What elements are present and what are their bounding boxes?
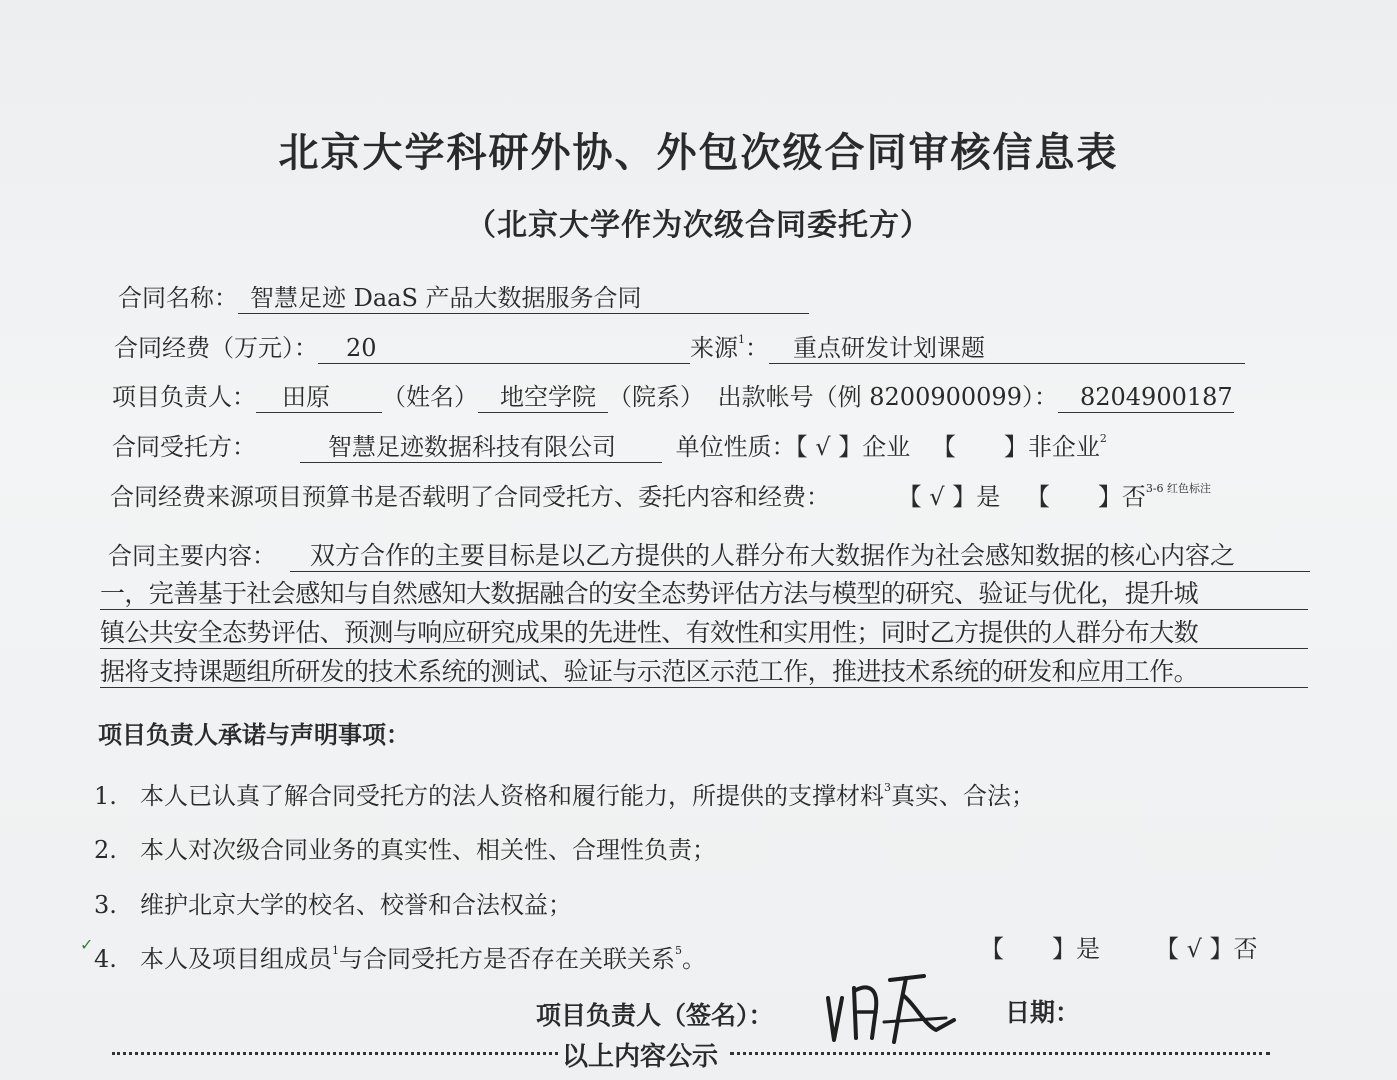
commitment-footnote: 5 [675,944,682,957]
contract-fee-value: 20 [318,333,690,364]
footer-notice: 以上内容公示 [562,1042,719,1072]
project-leader-label: 项目负责人： [112,383,256,411]
fee-source-value: 重点研发计划课题 [769,333,1245,364]
project-leader-dept: 地空学院 [478,382,608,413]
fee-source-colon: ： [745,334,769,362]
contract-fee-row [114,333,1245,364]
commitment-text: 与合同受托方是否存在关联关系 [339,945,675,973]
unit-nature-footnote: 2 [1099,432,1107,445]
footer-dotted-rule-right [730,1052,1270,1055]
main-content-line: 镇公共安全态势评估、预测与响应研究成果的先进性、有效性和实用性；同时乙方提供的人群分布大数 [100,618,1308,649]
commitment-number: 2. [94,836,117,864]
main-content-line: 双方合作的主要目标是以乙方提供的人群分布大数据作为社会感知数据的核心内容之 [290,541,1310,572]
commitment-text: 本人已认真了解合同受托方的法人资格和履行能力，所提供的支撑材料 [140,782,884,810]
account-label: 出款帐号（例 8200900099）： [717,383,1058,411]
commitment-number: 4. [94,945,117,973]
trustee-label: 合同受托方： [112,433,256,461]
commitment-item-3 [94,890,572,920]
commitment-item-4 [94,944,706,974]
unit-nature-enterprise-option: 【 √ 】企业 [795,433,911,461]
unit-nature-non-enterprise-box: 【 】 [931,433,1028,461]
fee-source-label: 来源 [690,334,738,362]
commitment-footnote: 3 [884,781,891,794]
commitment-number: 1. [94,782,117,810]
commitment-text: 维护北京大学的校名、校誉和合法权益； [140,891,572,919]
handwritten-signature [820,968,960,1048]
contract-name-label: 合同名称： [118,284,238,312]
related-party-no: 【 √ 】否 [1155,935,1258,963]
handwritten-check-icon: ✓ [80,935,94,954]
commitment-number: 3. [94,891,117,919]
signature-label: 项目负责人（签名）： [536,1001,774,1030]
contract-fee-label: 合同经费（万元）： [114,334,318,362]
budget-question-row [110,482,1211,512]
fee-source-footnote: 1 [738,333,745,346]
document-title: 北京大学科研外协、外包次级合同审核信息表 [278,129,1119,176]
commitment-text: 本人及项目组成员 [140,945,332,973]
trustee-row [112,432,1107,463]
date-label: 日期： [1005,998,1081,1027]
budget-question-yes: 【 √ 】是 [897,483,1001,511]
main-content-label: 合同主要内容： [108,542,276,570]
trustee-value: 智慧足迹数据科技有限公司 [300,432,662,463]
main-content-line: 据将支持课题组所研发的技术系统的测试、验证与示范区示范工作，推进技术系统的研发和应用工作。 [100,657,1308,688]
footer-dotted-rule-left [112,1052,558,1055]
project-leader-name: 田原 [256,382,382,413]
commitment-text: 。 [682,945,706,973]
project-leader-name-hint: （姓名） [382,383,478,411]
budget-question-label: 合同经费来源项目预算书是否载明了合同受托方、委托内容和经费： [110,483,830,511]
unit-nature-non-enterprise-option: 非企业 [1027,433,1100,461]
project-leader-row [112,382,1234,413]
main-content-line: 一，完善基于社会感知与自然感知大数据融合的安全态势评估方法与模型的研究、验证与优化，提升城 [100,579,1308,610]
commitments-heading: 项目负责人承诺与声明事项： [98,720,410,749]
budget-question-no: 【 】否 [1025,483,1146,511]
related-party-yes: 【 】是 [980,935,1100,963]
commitment-item-2 [94,835,716,865]
commitment-text: 真实、合法； [891,782,1035,810]
account-value: 8204900187 [1058,382,1234,413]
contract-name-value: 智慧足迹 DaaS 产品大数据服务合同 [238,283,809,314]
contract-name-row [118,283,809,314]
project-leader-dept-hint: （院系） [608,383,704,411]
budget-question-footnote: 3-6 红色标注 [1145,482,1212,495]
document-subtitle: （北京大学作为次级合同委托方） [466,208,931,243]
commitment-text: 本人对次级合同业务的真实性、相关性、合理性负责； [140,836,716,864]
commitment-footnote: 1 [332,944,339,957]
unit-nature-label: 单位性质： [675,433,796,461]
commitment-item-1 [94,781,1035,811]
